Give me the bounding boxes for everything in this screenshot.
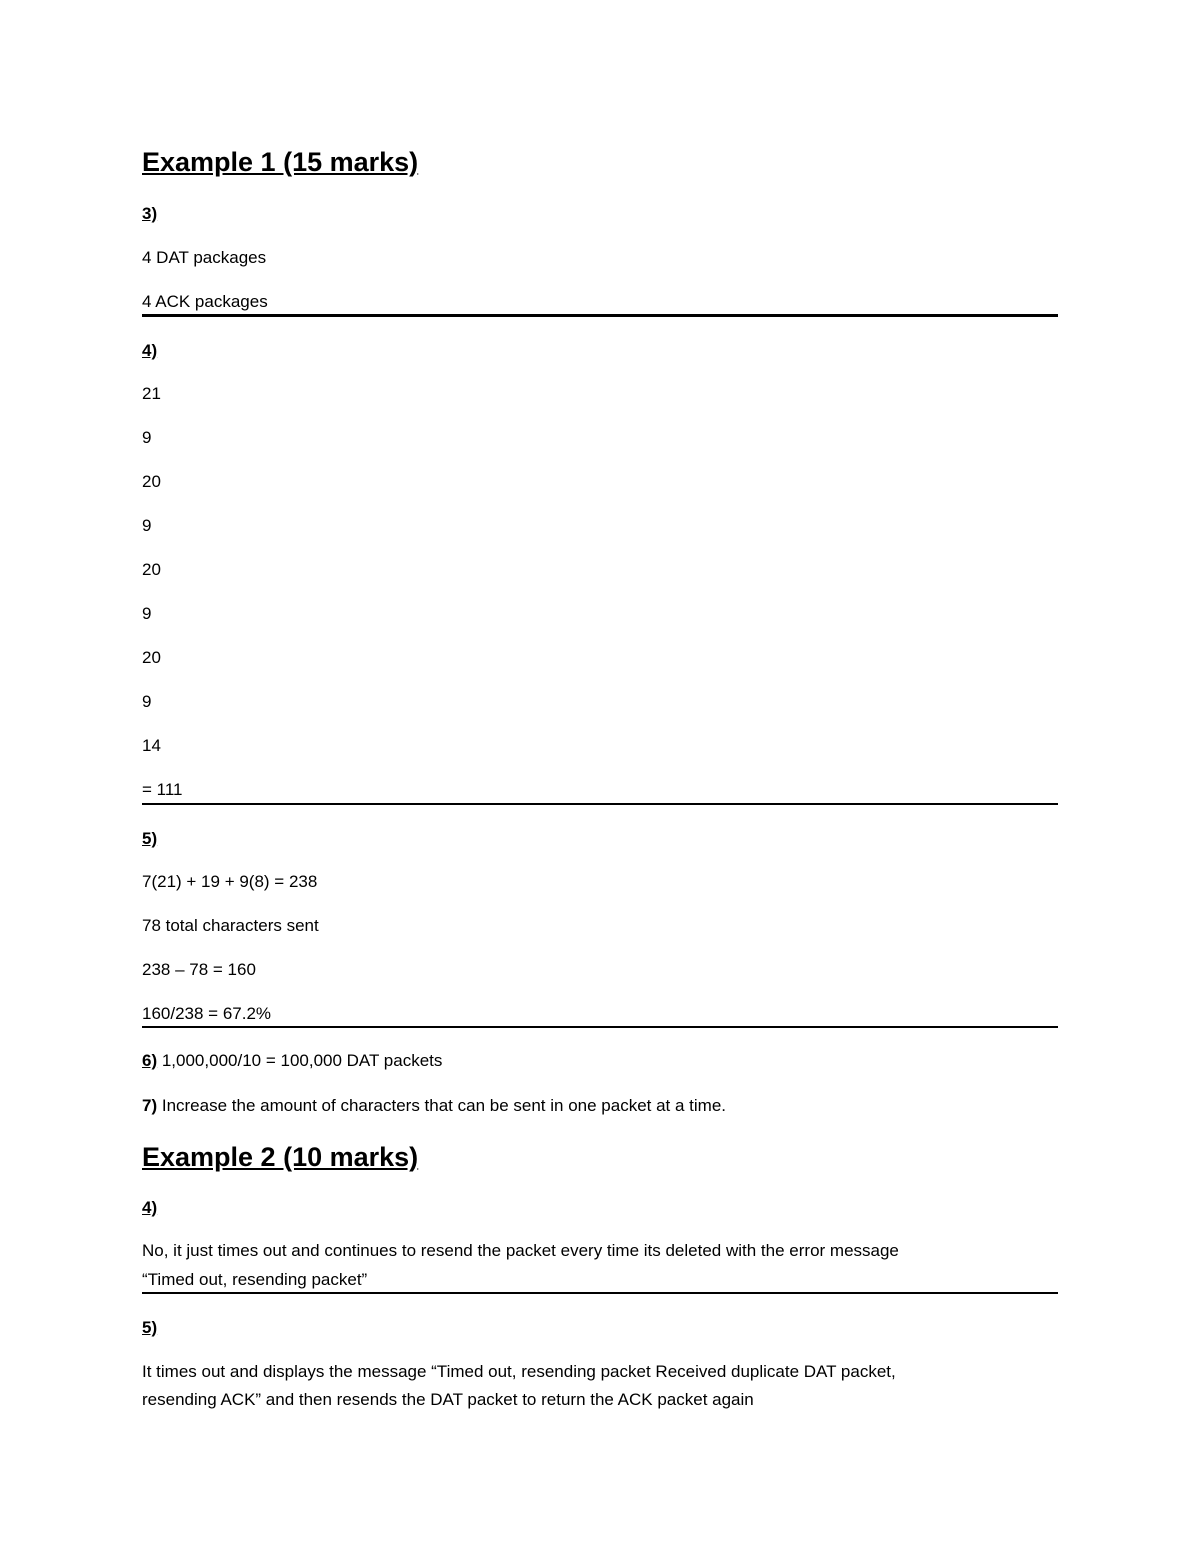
answer-line: 9 [142,692,152,711]
question-5-label: 5) [142,1318,158,1337]
answer-line: 160/238 = 67.2% [142,1004,272,1023]
question-7-answer: Increase the amount of characters that can be sent in one packet at a time. [157,1096,727,1115]
answer-line: No, it just times out and continues to resend the packet every time its deleted with the error message [142,1241,899,1260]
question-7 [142,1095,726,1117]
example-1-title: Example 1 (15 marks) [142,147,419,177]
question-5-label: 5) [142,829,158,848]
answer-line: 9 [142,516,152,535]
question-7-label: 7) [142,1096,158,1115]
answer-line: 20 [142,472,161,491]
answer-line: 20 [142,560,161,579]
answer-line: 7(21) + 19 + 9(8) = 238 [142,872,318,891]
answer-line: “Timed out, resending packet” [142,1270,368,1289]
answer-line: 238 – 78 = 160 [142,960,256,979]
question-3-label: 3) [142,204,158,223]
answer-line: 78 total characters sent [142,916,319,935]
question-6-answer: 1,000,000/10 = 100,000 DAT packets [157,1051,443,1070]
answer-line: 20 [142,648,161,667]
example-2-title: Example 2 (10 marks) [142,1142,419,1172]
section-divider [142,803,1058,805]
question-6 [142,1050,442,1072]
answer-total: = 111 [142,780,183,799]
answer-line: 9 [142,428,152,447]
question-6-label: 6) [142,1051,158,1070]
section-divider [142,314,1058,317]
answer-line: 21 [142,384,161,403]
section-divider [142,1292,1058,1294]
answer-line: 4 ACK packages [142,292,268,311]
answer-line: 9 [142,604,152,623]
section-divider [142,1026,1058,1028]
answer-line: 14 [142,736,161,755]
question-4-label: 4) [142,1198,158,1217]
answer-line: 4 DAT packages [142,248,267,267]
question-4-label: 4) [142,341,158,360]
answer-line: It times out and displays the message “Timed out, resending packet Received duplicate DAT packet, [142,1362,896,1381]
answer-line: resending ACK” and then resends the DAT packet to return the ACK packet again [142,1390,754,1409]
